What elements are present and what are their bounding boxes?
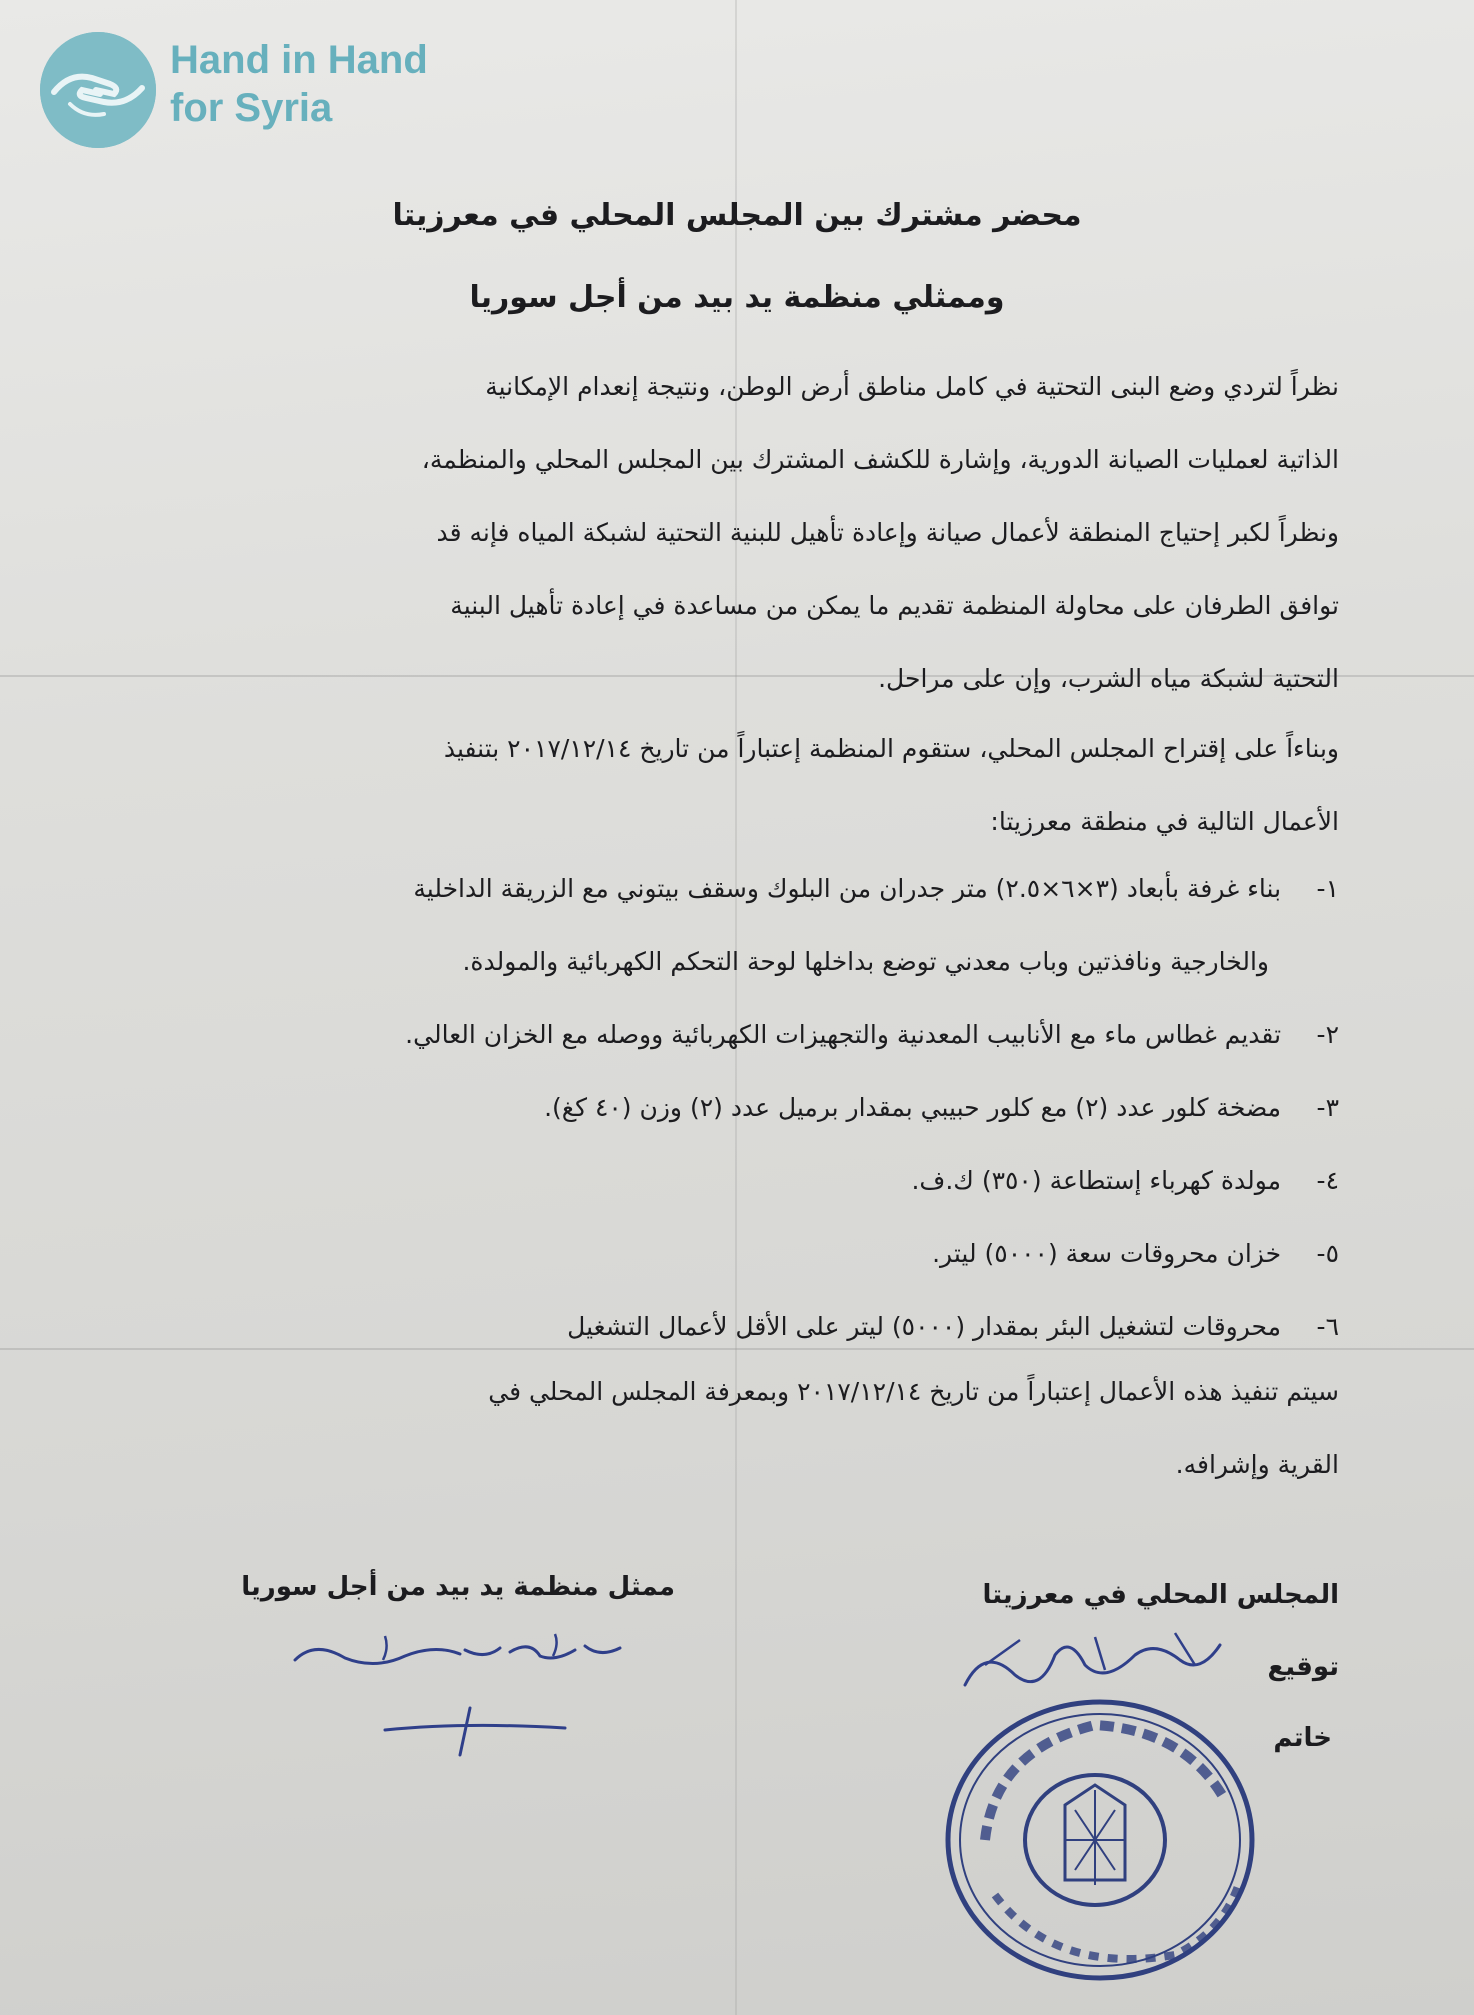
official-stamp	[935, 1690, 1265, 1990]
item-text: خزان محروقات سعة (٥٠٠٠) ليتر.	[932, 1239, 1282, 1268]
local-council-label: المجلس المحلي في معرزيتا	[982, 1580, 1339, 1610]
text-line: القرية وإشرافه.	[1175, 1450, 1339, 1479]
item-number: ٥-	[1316, 1239, 1339, 1268]
document-title-line1: محضر مشترك بين المجلس المحلي في معرزيتا	[392, 198, 1082, 233]
item-text: محروقات لتشغيل البئر بمقدار (٥٠٠٠) ليتر على الأقل لأعمال التشغيل	[567, 1312, 1282, 1341]
org-representative-label: ممثل منظمة يد بيد من أجل سوريا	[241, 1572, 675, 1602]
organization-logo	[40, 30, 460, 140]
text-line: توافق الطرفان على محاولة المنظمة تقديم ما يمكن من مساعدة في إعادة تأهيل البنية	[450, 591, 1339, 620]
list-item	[129, 1071, 1339, 1144]
item-number: ٤-	[1316, 1166, 1339, 1195]
handshake-icon	[40, 32, 156, 148]
item-number: ٣-	[1316, 1093, 1339, 1122]
works-list	[129, 852, 1339, 1363]
text-line: ونظراً لكبر إحتياج المنطقة لأعمال صيانة وإعادة تأهيل للبنية التحتية لشبكة المياه فإنه قد	[436, 518, 1339, 547]
list-item	[129, 1217, 1339, 1290]
text-line: الذاتية لعمليات الصيانة الدورية، وإشارة للكشف المشترك بين المجلس المحلي والمنظمة،	[421, 445, 1339, 474]
text-line: الأعمال التالية في منطقة معرزيتا:	[990, 807, 1339, 836]
list-item	[129, 852, 1339, 925]
item-number: ٦-	[1316, 1312, 1339, 1341]
text-line: وبناءاً على إقتراح المجلس المحلي، ستقوم المنظمة إعتباراً من تاريخ ٢٠١٧/١٢/١٤ بتنفيذ	[443, 734, 1339, 763]
paragraph-execution	[159, 1355, 1339, 1501]
text-line: سيتم تنفيذ هذه الأعمال إعتباراً من تاريخ ٢٠١٧/١٢/١٤ وبمعرفة المجلس المحلي في	[488, 1377, 1339, 1406]
list-item-continuation	[129, 925, 1339, 998]
document-title-line2: وممثلي منظمة يد بيد من أجل سوريا	[469, 280, 1005, 315]
item-text: مضخة كلور عدد (٢) مع كلور حبيبي بمقدار برميل عدد (٢) وزن (٤٠ كغ).	[544, 1093, 1282, 1122]
list-item	[129, 1144, 1339, 1217]
text-line: التحتية لشبكة مياه الشرب، وإن على مراحل.	[878, 664, 1339, 693]
item-text: والخارجية ونافذتين وباب معدني توضع بداخلها لوحة التحكم الكهربائية والمولدة.	[462, 947, 1269, 976]
paragraph-proposal	[159, 712, 1339, 858]
logo-text-line2: for Syria	[170, 86, 333, 130]
stamp-label: خاتم	[1273, 1723, 1332, 1753]
logo-text-line1: Hand in Hand	[170, 38, 428, 82]
org-signature-handwriting	[285, 1630, 645, 1760]
item-text: بناء غرفة بأبعاد (٣×٦×٢.٥) متر جدران من البلوك وسقف بيتوني مع الزريقة الداخلية	[413, 874, 1282, 903]
paragraph-intro	[159, 350, 1339, 715]
item-text: مولدة كهرباء إستطاعة (٣٥٠) ك.ف.	[911, 1166, 1282, 1195]
item-number: ٢-	[1316, 1020, 1339, 1049]
list-item	[129, 1290, 1339, 1363]
list-item	[129, 998, 1339, 1071]
item-text: تقديم غطاس ماء مع الأنابيب المعدنية والتجهيزات الكهربائية ووصله مع الخزان العالي.	[405, 1020, 1282, 1049]
text-line: نظراً لتردي وضع البنى التحتية في كامل مناطق أرض الوطن، ونتيجة إنعدام الإمكانية	[485, 372, 1339, 401]
item-number: ١-	[1316, 874, 1339, 903]
signature-label: توقيع	[1267, 1652, 1339, 1682]
